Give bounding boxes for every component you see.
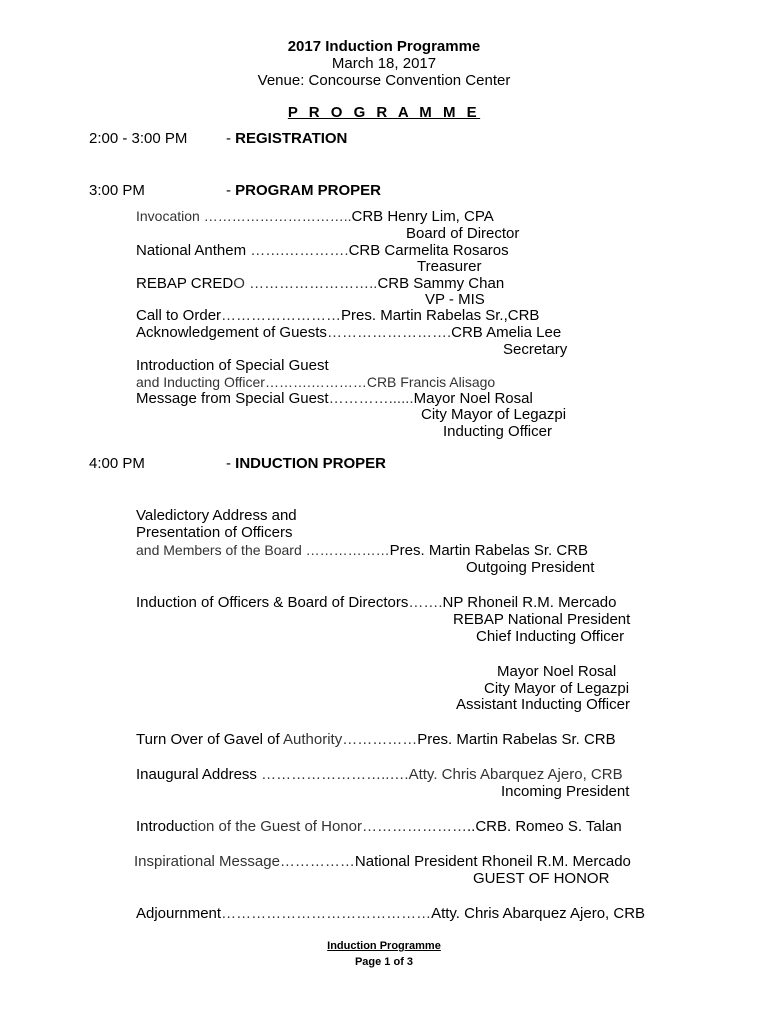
item-person: CRB Francis Alisago	[366, 374, 496, 390]
leader-dots: …………………………..	[199, 208, 352, 224]
item-role: City Mayor of Legazpi	[421, 406, 567, 423]
item-call-to-order	[136, 307, 539, 324]
item-adjournment	[136, 905, 645, 922]
item-title: Adjournment	[136, 905, 222, 922]
item-person: Pres. Martin Rabelas Sr. CRB	[417, 731, 616, 748]
session-dash: -	[226, 455, 236, 472]
leader-dots: …………………….	[326, 324, 452, 341]
event-venue: Venue: Concourse Convention Center	[257, 72, 511, 89]
item-person: CRB Sammy Chan	[377, 275, 505, 292]
item-role: Secretary	[503, 341, 568, 358]
item-role: Outgoing President	[466, 559, 595, 576]
item-valedictory	[136, 542, 588, 559]
item-valedictory-line2: Presentation of Officers	[136, 524, 293, 541]
session-label: REGISTRATION	[235, 130, 348, 147]
item-person: ..CRB. Romeo S. Talan	[466, 818, 622, 835]
item-title: Invocation	[136, 208, 200, 224]
item-title: Inspirational Message	[134, 853, 280, 870]
item-title: Induction of Officers & Board of Directors	[136, 594, 409, 611]
item-person: Pres. Martin Rabelas Sr.,CRB	[341, 307, 540, 324]
item-title-tail: Authority	[283, 731, 343, 748]
item-role: Treasurer	[417, 258, 482, 275]
item-inaugural	[136, 766, 623, 783]
item-title: Introduc	[136, 818, 191, 835]
item-role: Board of Director	[406, 225, 520, 242]
item-role: REBAP National President	[453, 611, 631, 628]
item-title: National Anthem	[136, 242, 247, 259]
item-title: Call to Order	[136, 307, 222, 324]
session-registration	[226, 130, 347, 147]
item-person: Mayor Noel Rosal	[413, 390, 533, 407]
footer-title: Induction Programme	[327, 940, 441, 952]
item-intro-special-line1: Introduction of Special Guest	[136, 357, 329, 374]
item-role: VP - MIS	[425, 291, 485, 308]
item-title: Inaugural Address	[136, 766, 257, 783]
leader-dots: ……………………..	[244, 275, 378, 292]
item-title: Acknowledgement of Guests	[136, 324, 327, 341]
item-message-special	[136, 390, 533, 407]
item-title: and Inducting Officer	[136, 374, 265, 390]
item-credo	[136, 275, 504, 292]
item-induction-officers	[136, 594, 616, 611]
session-time-registration: 2:00 - 3:00 PM	[89, 130, 188, 147]
leader-dots: ……………………..….	[256, 766, 409, 783]
leader-dots: ……………………………………	[221, 905, 432, 922]
leader-dots: ………………	[301, 542, 390, 558]
item-role: City Mayor of Legazpi	[484, 680, 630, 697]
item-intro-honor	[136, 818, 622, 835]
item-role: GUEST OF HONOR	[473, 870, 610, 887]
leader-dots: ……….…………	[264, 374, 367, 390]
item-role: Inducting Officer	[443, 423, 552, 440]
session-dash: -	[226, 130, 236, 147]
item-anthem	[136, 242, 509, 259]
item-title-tail: O	[233, 275, 245, 292]
session-program-proper	[226, 182, 381, 199]
footer-page-number: Page 1 of 3	[354, 956, 414, 968]
leader-dots: ……………	[279, 853, 355, 870]
item-person: NP Rhoneil R.M. Mercado	[442, 594, 617, 611]
session-dash: -	[226, 182, 236, 199]
item-person: CRB Amelia Lee	[451, 324, 562, 341]
leader-dots: ……………	[342, 731, 418, 748]
item-inspirational	[134, 853, 631, 870]
programme-heading: P R O G R A M M E	[287, 104, 481, 121]
item-person: National President Rhoneil R.M. Mercado	[354, 853, 631, 870]
item-intro-special	[136, 374, 495, 390]
session-label: PROGRAM PROPER	[235, 182, 382, 199]
item-title: Turn Over of Gavel of	[136, 731, 284, 748]
leader-dots: …………......	[328, 390, 414, 407]
item-person: Atty. Chris Abarquez Ajero, CRB	[431, 905, 646, 922]
session-time-induction-proper: 4:00 PM	[89, 455, 145, 472]
item-person: Atty. Chris Abarquez Ajero, CRB	[408, 766, 623, 783]
session-time-program-proper: 3:00 PM	[89, 182, 145, 199]
item-invocation	[136, 208, 494, 225]
leader-dots: ……………………	[221, 307, 342, 324]
item-valedictory-line1: Valedictory Address and	[136, 507, 297, 524]
item-person: CRB Henry Lim, CPA	[351, 208, 494, 225]
item-role: Chief Inducting Officer	[476, 628, 625, 645]
item-turn-over	[136, 731, 616, 748]
item-role: Incoming President	[501, 783, 630, 800]
leader-dots: …….	[408, 594, 443, 611]
item-title: Message from Special Guest	[136, 390, 329, 407]
item-title-tail: tion of the Guest of Honor	[190, 818, 362, 835]
event-date: March 18, 2017	[331, 55, 437, 72]
item-person: Pres. Martin Rabelas Sr. CRB	[389, 542, 589, 559]
item-title: REBAP CRED	[136, 275, 234, 292]
document-title: 2017 Induction Programme	[287, 38, 481, 55]
session-label: INDUCTION PROPER	[235, 455, 387, 472]
item-title: and Members of the Board	[136, 542, 302, 558]
item-person: Mayor Noel Rosal	[497, 663, 617, 680]
item-role: Assistant Inducting Officer	[456, 696, 630, 713]
item-person: CRB Carmelita Rosaros	[348, 242, 509, 259]
item-acknowledgement	[136, 324, 561, 341]
leader-dots: …….………….	[246, 242, 349, 259]
session-induction-proper	[226, 455, 386, 472]
leader-dots: …………………	[361, 818, 467, 835]
